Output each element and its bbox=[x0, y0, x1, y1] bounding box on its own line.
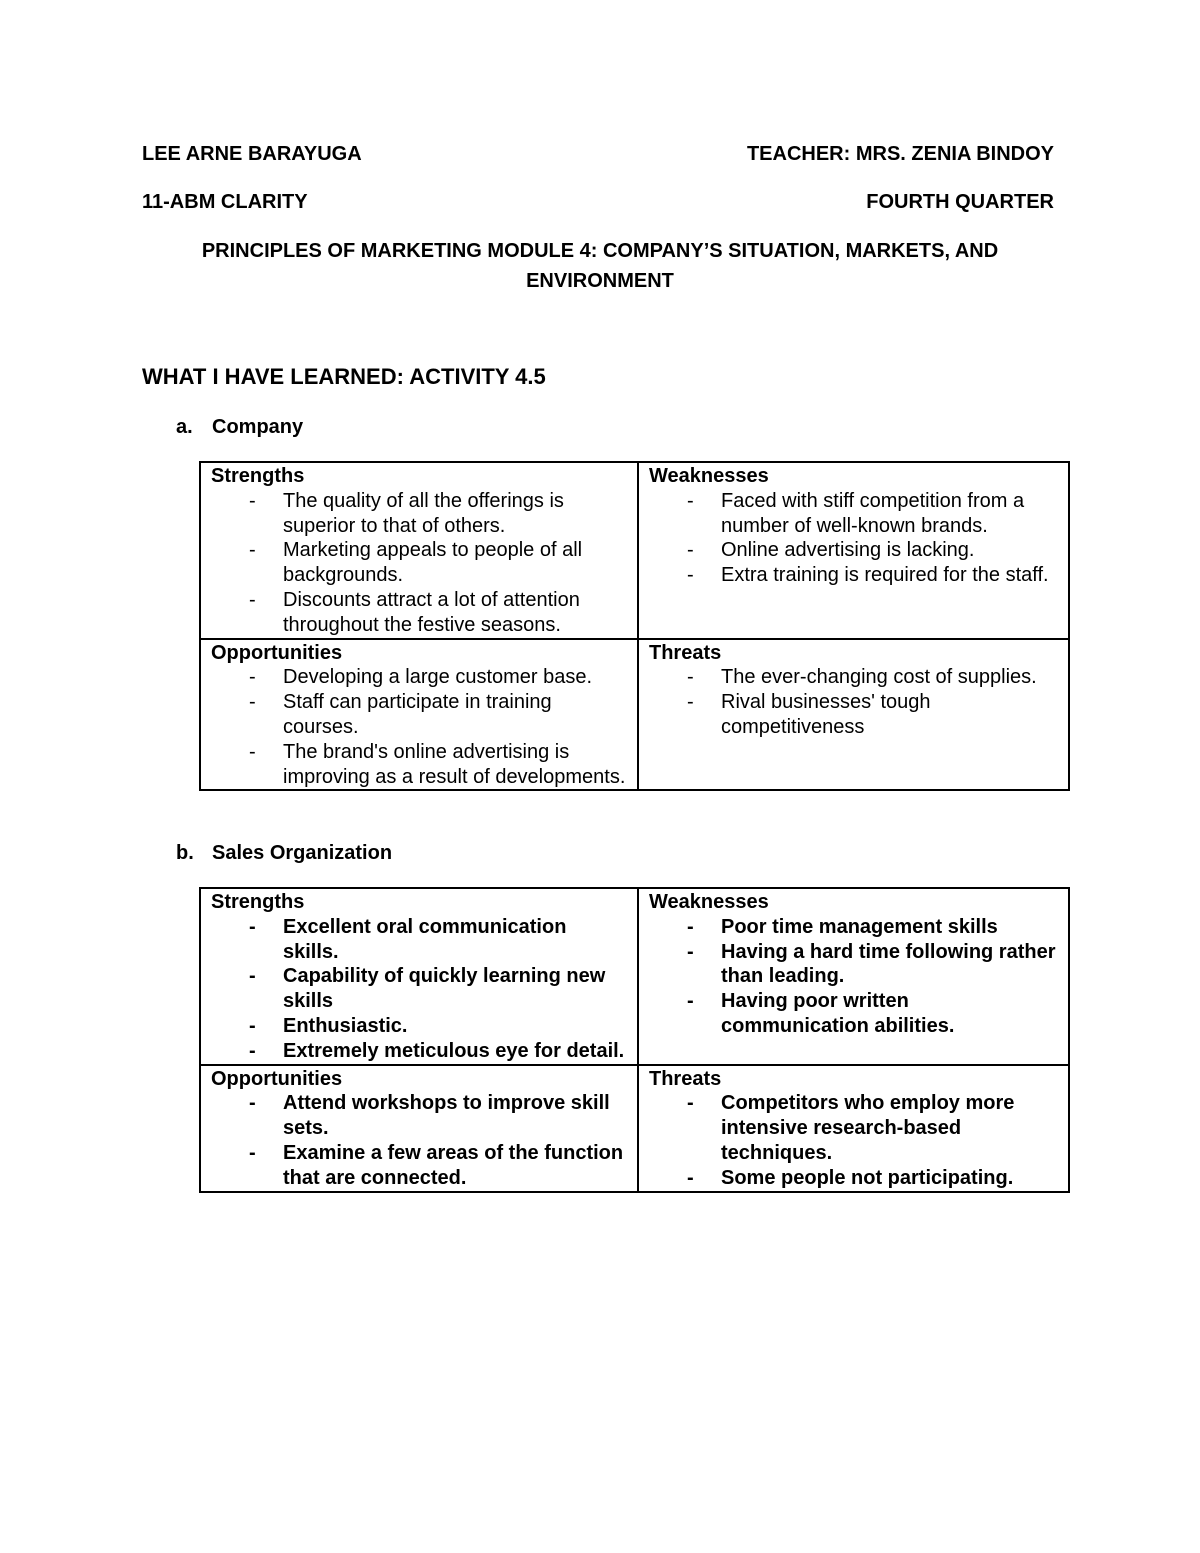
list-item: - Extremely meticulous eye for detail. bbox=[249, 1039, 625, 1062]
list-item: - Examine a few areas of the function that are connected. bbox=[249, 1141, 624, 1189]
table-row bbox=[200, 1065, 1069, 1192]
list-item: - Extra training is required for the staff. bbox=[687, 564, 1049, 587]
list-item: - Capability of quickly learning new skills bbox=[249, 965, 606, 1013]
bullet-list bbox=[211, 915, 627, 1064]
list-item: - Developing a large customer base. bbox=[249, 666, 593, 689]
list-item: - Enthusiastic. bbox=[249, 1014, 408, 1037]
document-title bbox=[150, 236, 1050, 296]
quarter: FOURTH QUARTER bbox=[866, 191, 1054, 213]
company-letter: a. bbox=[176, 416, 193, 438]
list-item: - Competitors who employ more intensive research-based techniques. bbox=[687, 1092, 1015, 1164]
company-swot-table bbox=[199, 461, 1070, 791]
list-item: - The quality of all the offerings is superior to that of others. bbox=[249, 489, 564, 537]
sales-strengths-cell bbox=[200, 888, 638, 1065]
table-row bbox=[200, 462, 1069, 639]
cell-title: Weaknesses bbox=[649, 465, 769, 487]
list-item: - Discounts attract a lot of attention throughout the festive seasons. bbox=[249, 588, 580, 636]
list-item: - Staff can participate in training courses. bbox=[249, 691, 552, 738]
bullet-list bbox=[649, 489, 1058, 588]
list-item: - Having poor written communication abilities. bbox=[687, 990, 955, 1037]
sales-threats-cell bbox=[638, 1065, 1069, 1192]
list-item: - The brand's online advertising is improving as a result of developments. bbox=[249, 740, 626, 788]
company-threats-cell bbox=[638, 639, 1069, 791]
cell-title: Threats bbox=[649, 641, 722, 664]
student-name: LEE ARNE BARAYUGA bbox=[142, 143, 362, 165]
company-label: Company bbox=[212, 416, 304, 438]
bullet-list bbox=[649, 915, 1058, 1039]
bullet-list bbox=[649, 665, 1058, 739]
list-item: - Some people not participating. bbox=[687, 1166, 1014, 1189]
title-line-2: ENVIRONMENT bbox=[526, 270, 674, 292]
section-heading: WHAT I HAVE LEARNED: ACTIVITY 4.5 bbox=[142, 364, 546, 389]
table-row bbox=[200, 639, 1069, 791]
bullet-list bbox=[211, 665, 627, 789]
list-item: - Online advertising is lacking. bbox=[687, 539, 975, 562]
cell-title: Weaknesses bbox=[649, 891, 769, 913]
cell-title: Strengths bbox=[211, 891, 305, 913]
sales-heading bbox=[176, 840, 392, 866]
title-line-1: PRINCIPLES OF MARKETING MODULE 4: COMPANY’S SITUATION, MARKETS, AND bbox=[201, 240, 999, 262]
sales-letter: b. bbox=[176, 842, 194, 864]
list-item: - The ever-changing cost of supplies. bbox=[687, 666, 1037, 689]
sales-swot-table bbox=[199, 887, 1070, 1193]
table-row bbox=[200, 888, 1069, 1065]
cell-title: Opportunities bbox=[211, 1067, 343, 1090]
sales-label: Sales Organization bbox=[212, 842, 393, 864]
list-item: - Excellent oral communication skills. bbox=[249, 915, 567, 963]
list-item: - Rival businesses' tough competitiveness bbox=[687, 691, 931, 738]
list-item: - Faced with stiff competition from a number of well-known brands. bbox=[687, 489, 1025, 537]
company-opportunities-cell bbox=[200, 639, 638, 791]
company-weaknesses-cell bbox=[638, 462, 1069, 639]
company-heading bbox=[176, 414, 303, 440]
company-strengths-cell bbox=[200, 462, 638, 639]
cell-title: Threats bbox=[649, 1067, 722, 1090]
sales-opportunities-cell bbox=[200, 1065, 638, 1192]
list-item: - Attend workshops to improve skill sets. bbox=[249, 1092, 610, 1140]
bullet-list bbox=[649, 1091, 1058, 1190]
class-section: 11-ABM CLARITY bbox=[142, 191, 308, 213]
cell-title: Strengths bbox=[211, 465, 305, 487]
list-item: - Marketing appeals to people of all backgrounds. bbox=[249, 539, 583, 587]
bullet-list bbox=[211, 489, 627, 638]
sales-weaknesses-cell bbox=[638, 888, 1069, 1065]
list-item: - Having a hard time following rather than leading. bbox=[687, 940, 1056, 988]
list-item: - Poor time management skills bbox=[687, 915, 998, 938]
bullet-list bbox=[211, 1091, 627, 1190]
teacher-name: TEACHER: MRS. ZENIA BINDOY bbox=[746, 143, 1054, 165]
cell-title: Opportunities bbox=[211, 641, 343, 664]
